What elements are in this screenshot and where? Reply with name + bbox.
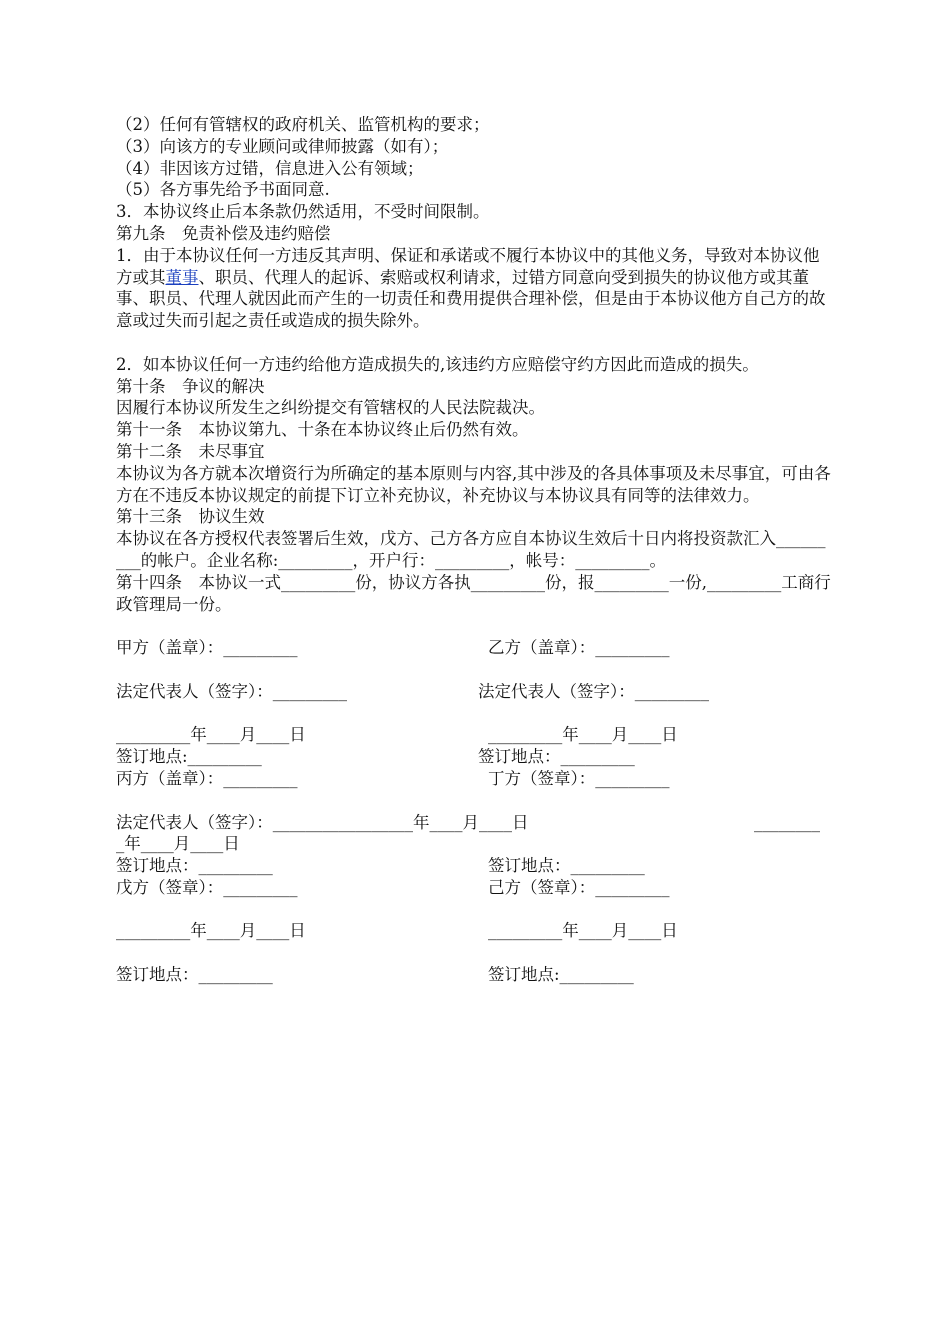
signature-row [116,877,832,899]
party-d-date-part: ________ [754,812,820,832]
signature-row [116,920,832,942]
signature-row [116,768,832,790]
party-a-representative: 法定代表人（签字）：_________ [116,681,347,701]
clause-2-2: （2）任何有管辖权的政府机关、监管机构的要求； [116,115,490,134]
signature-row [116,637,832,659]
article-12-body: 本协议为各方就本次增资行为所确定的基本原则与内容,其中涉及的各具体事项及未尽事宜，可由各方在不违反本协议规定的前提下订立补充协议，补充协议与本协议具有同等的法律效力。 [116,463,831,505]
party-e-place: 签订地点：_________ [116,965,273,985]
spacer [116,790,832,812]
spacer [116,659,832,681]
party-d-place: 签订地点：_________ [488,856,645,876]
article-9-title: 第九条 免责补偿及违约赔偿 [116,223,331,243]
party-b-place: 签订地点：_________ [478,747,635,767]
party-c-representative-date: 法定代表人（签字）：_________________年____月____日 [116,812,529,832]
party-b-representative: 法定代表人（签字）：_________ [478,681,709,701]
director-link[interactable]: 董事 [165,267,199,287]
signature-row [116,681,832,703]
article-12-title: 第十二条 未尽事宜 [116,441,265,461]
party-b-date: _________年____月____日 [488,725,678,745]
article-13-title: 第十三条 协议生效 [116,507,265,527]
clause-8-3: 3．本协议终止后本条款仍然适用，不受时间限制。 [116,202,490,222]
spacer [116,942,832,964]
spacer [116,615,832,637]
article-14: 第十四条 本协议一式_________份，协议方各执_________份，报_________一份,_________工商行政管理局一份。 [116,572,831,614]
signature-row [116,812,832,834]
party-a-date: _________年____月____日 [116,725,306,745]
spacer [116,332,832,354]
party-e-seal: 戊方（签章）：_________ [116,877,298,897]
signature-row [116,964,832,986]
clause-2-4: （4）非因该方过错，信息进入公有领域； [116,158,424,178]
article-9-clause-1 [116,245,832,332]
article-11: 第十一条 本协议第九、十条在本协议终止后仍然有效。 [116,420,529,440]
clause-2-3: （3）向该方的专业顾问或律师披露（如有）； [116,136,449,156]
document-page [116,114,832,986]
spacer [116,703,832,725]
article-10-body: 因履行本协议所发生之纠纷提交有管辖权的人民法院裁决。 [116,398,545,418]
party-f-date: _________年____月____日 [488,921,678,941]
signature-row [116,833,832,855]
signature-row [116,746,832,768]
spacer [116,899,832,921]
signature-row [116,724,832,746]
article-9-clause-2: 2．如本协议任何一方违约给他方造成损失的,该违约方应赔偿守约方因此而造成的损失。 [116,354,759,374]
article-10-title: 第十条 争议的解决 [116,376,265,396]
article-9-clause-1-post: 、职员、代理人的起诉、索赔或权利请求，过错方同意向受到损失的协议他方或其董事、职员、代理人就因此而产生的一切责任和费用提供合理补偿，但是由于本协议他方自己方的故意或过失而引起之责任或造成的损失除外。 [116,267,826,331]
party-c-seal: 丙方（盖章）：_________ [116,768,298,788]
party-a-seal: 甲方（盖章）：_________ [116,638,298,658]
article-13-body: 本协议在各方授权代表签署后生效，戊方、己方各方应自本协议生效后十日内将投资款汇入_________的帐户。企业名称:_________，开户行：_________，帐号：_________。 [116,529,826,570]
party-c-place: 签订地点：_________ [116,856,273,876]
party-b-seal: 乙方（盖章）：_________ [488,638,670,658]
party-f-seal: 己方（签章）：_________ [488,877,670,897]
article-9-clause-1-pre: 1．由于本协议任何一方违反其声明、保证和承诺或不履行本协议中的其他义务，导致对本协议他方或其 [116,245,820,287]
party-e-date: _________年____月____日 [116,921,306,941]
signature-row [116,855,832,877]
party-d-seal: 丁方（签章）：_________ [488,768,670,788]
party-f-place: 签订地点:_________ [488,965,634,985]
clause-2-5: （5）各方事先给予书面同意. [116,180,330,200]
party-d-date-rest: _年____月____日 [116,834,240,854]
party-a-place: 签订地点:_________ [116,747,262,767]
